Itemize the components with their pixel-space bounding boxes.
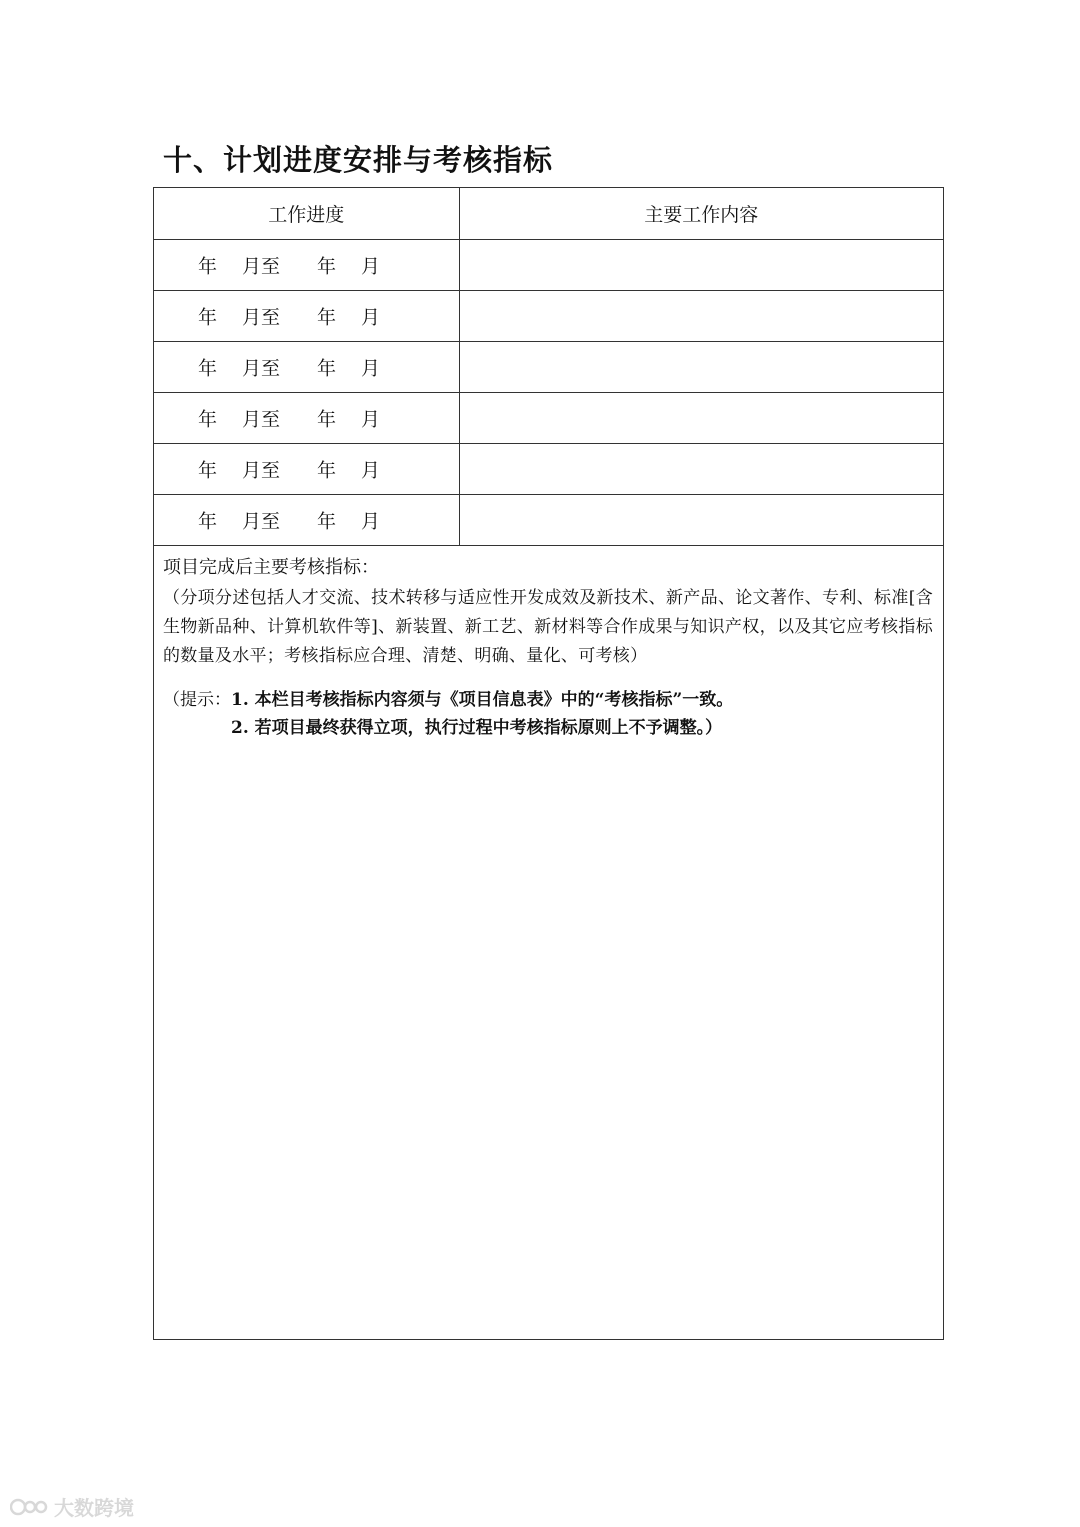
work-content-cell[interactable] <box>459 290 943 341</box>
start-year-label: 年 <box>198 357 218 379</box>
end-year-label: 年 <box>317 510 337 532</box>
start-month-label: 月至 <box>242 357 281 379</box>
header-work-progress: 工作进度 <box>154 188 459 239</box>
end-year-label: 年 <box>317 306 337 328</box>
indicators-description: （分项分述包括人才交流、技术转移与适应性开发成效及新技术、新产品、论文著作、专利、标准[含生物新品种、计算机软件等]、新装置、新工艺、新材料等合作成果与知识产权，以及其它应考核指标的数量及水平；考核指标应合理、清楚、明确、量化、可考核） <box>163 588 933 666</box>
end-month-label: 月 <box>361 408 381 430</box>
end-month-label: 月 <box>361 459 381 481</box>
end-year-label: 年 <box>317 459 337 481</box>
brand-logo-icon <box>10 1497 48 1517</box>
start-year-label: 年 <box>198 459 218 481</box>
start-year-label: 年 <box>198 510 218 532</box>
end-month-label: 月 <box>361 357 381 379</box>
form-frame <box>153 187 944 1340</box>
start-month-label: 月至 <box>242 459 281 481</box>
work-content-cell[interactable] <box>459 443 943 494</box>
date-range-cell[interactable] <box>154 239 459 290</box>
start-year-label: 年 <box>198 255 218 277</box>
work-content-cell[interactable] <box>459 392 943 443</box>
indicators-title: 项目完成后主要考核指标： <box>163 557 379 578</box>
table-row <box>154 341 943 392</box>
table-header-row <box>154 188 943 239</box>
hint-line-1 <box>163 686 933 714</box>
start-year-label: 年 <box>198 306 218 328</box>
table-row <box>154 443 943 494</box>
table-row <box>154 239 943 290</box>
hint-1-text: 1. 本栏目考核指标内容须与《项目信息表》中的“考核指标”一致。 <box>231 690 734 710</box>
date-range-cell[interactable] <box>154 290 459 341</box>
start-month-label: 月至 <box>242 255 281 277</box>
schedule-table <box>154 188 943 546</box>
hints-block <box>163 686 933 742</box>
watermark <box>10 1492 134 1521</box>
table-row <box>154 392 943 443</box>
hint-indent <box>163 714 231 742</box>
start-month-label: 月至 <box>242 306 281 328</box>
end-month-label: 月 <box>361 306 381 328</box>
work-content-cell[interactable] <box>459 494 943 545</box>
table-row <box>154 494 943 545</box>
start-month-label: 月至 <box>242 408 281 430</box>
start-month-label: 月至 <box>242 510 281 532</box>
end-year-label: 年 <box>317 408 337 430</box>
date-range-cell[interactable] <box>154 341 459 392</box>
table-row <box>154 290 943 341</box>
hint-2-text: 2. 若项目最终获得立项，执行过程中考核指标原则上不予调整。） <box>231 718 723 738</box>
section-title: 十、计划进度安排与考核指标 <box>163 143 554 177</box>
hint-prefix: （提示： <box>163 690 231 710</box>
watermark-text: 大数跨境 <box>54 1496 134 1520</box>
date-range-cell[interactable] <box>154 392 459 443</box>
work-content-cell[interactable] <box>459 341 943 392</box>
header-main-content: 主要工作内容 <box>459 188 943 239</box>
hint-line-2 <box>163 714 933 742</box>
end-month-label: 月 <box>361 255 381 277</box>
end-year-label: 年 <box>317 357 337 379</box>
work-content-cell[interactable] <box>459 239 943 290</box>
date-range-cell[interactable] <box>154 494 459 545</box>
assessment-indicators-section[interactable] <box>154 554 943 742</box>
date-range-cell[interactable] <box>154 443 459 494</box>
start-year-label: 年 <box>198 408 218 430</box>
end-month-label: 月 <box>361 510 381 532</box>
end-year-label: 年 <box>317 255 337 277</box>
